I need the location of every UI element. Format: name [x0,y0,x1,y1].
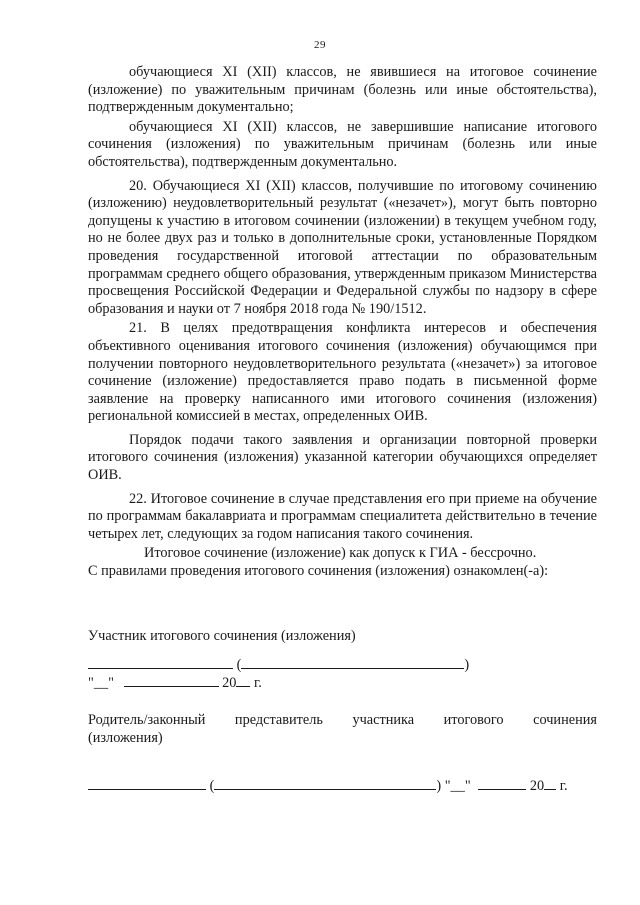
parent-date-year-prefix: 20 [529,778,545,795]
participant-signature-block [88,628,597,693]
parent-date-day[interactable]: __ [450,778,465,795]
parent-signature-row [88,777,597,796]
document-body [88,64,597,581]
parent-label-word-2: представитель [234,712,323,728]
participant-date-year-field[interactable] [236,674,250,687]
participant-date-month-field[interactable] [124,674,219,687]
parent-label-word-4: итогового [443,712,504,728]
parent-date-month-field[interactable] [478,777,526,790]
parent-label-continuation: (изложения) [88,729,163,746]
paragraph-unfinished-students: обучающиеся XI (XII) классов, не завершившие написание итогового сочинения (изложения) по уважительным причинам (болезнь или иные обстоятельства), подтвержденным документально. [88,118,597,170]
paragraph-absent-students: обучающиеся XI (XII) классов, не явившиеся на итоговое сочинение (изложение) по уважительным причинам (болезнь или иные обстоятельства), подтвержденным документально; [88,64,597,116]
participant-close-paren: ) [464,656,470,673]
parent-date-quote-close: " [464,778,471,795]
participant-date-day[interactable]: __ [93,675,109,692]
parent-open-paren: ( [209,778,215,795]
parent-label-word-5: сочинения [533,712,597,728]
paragraph-item-20: 20. Обучающиеся XI (XII) классов, получившие по итоговому сочинению (изложению) неудовлетворительный результат («незачет»), могут быть повторно допущены к участию в итоговом сочинении (изложении) в текущем учебном году, но не более двух раз и только в дополнительные сроки, установленные Порядком проведения государственной итоговой аттестации по образовательным программам среднего общего образования, утвержденным приказом Министерства просвещения Российской Федерации и Федеральной службы по надзору в сфере образования и науки от 7 ноября 2018 года № 190/1512. [88,177,597,317]
participant-date-year-prefix: 20 [222,675,237,692]
participant-label: Участник итогового сочинения (изложения) [88,628,356,644]
parent-signature-field[interactable] [88,777,206,790]
parent-signature-block [88,712,597,796]
parent-close-paren: ) [436,778,442,795]
page-number: 29 [314,39,326,51]
parent-label-word-1: Родитель/законный [88,712,206,728]
paragraph-item-22: 22. Итоговое сочинение в случае представления его при приеме на обучение по программам бакалавриата и программам специалитета действительно в течение четырех лет, следующих за годом написания такого сочинения. [88,490,597,542]
parent-label-word-3: участника [352,712,415,728]
parent-label-line [88,712,597,730]
paragraph-item-21: 21. В целях предотвращения конфликта интересов и обеспечения объективного оценивания итогового сочинения (изложения) обучающимся при получении повторного неудовлетворительного результата («незачет») за итоговое сочинение (изложение) предоставляется право подать в письменной форме заявление на проверку написанного ими итогового сочинения (изложения) региональной комиссией в местах, определенных ОИВ. [88,320,597,425]
participant-date-year-suffix: г. [254,675,262,692]
participant-date-quote-close: " [108,675,114,692]
acknowledgement-line: С правилами проведения итогового сочинения (изложения) ознакомлен(-а): [88,563,549,580]
participant-signature-row [88,656,597,675]
parent-date-quote-open: " [444,778,451,795]
participant-name-field[interactable] [241,656,464,669]
participant-signature-field[interactable] [88,656,233,669]
parent-date-year-suffix: г. [559,778,568,795]
validity-line: Итоговое сочинение (изложение) как допуск к ГИА - бессрочно. [144,545,537,562]
paragraph-application-order: Порядок подачи такого заявления и организации повторной проверки итогового сочинения (изложения) указанной категории обучающихся определяет ОИВ. [88,431,597,484]
parent-date-year-field[interactable] [544,777,556,790]
participant-date-quote-open: " [88,675,94,692]
participant-open-paren: ( [236,656,242,673]
participant-date-row [88,674,597,693]
parent-name-field[interactable] [214,777,436,790]
